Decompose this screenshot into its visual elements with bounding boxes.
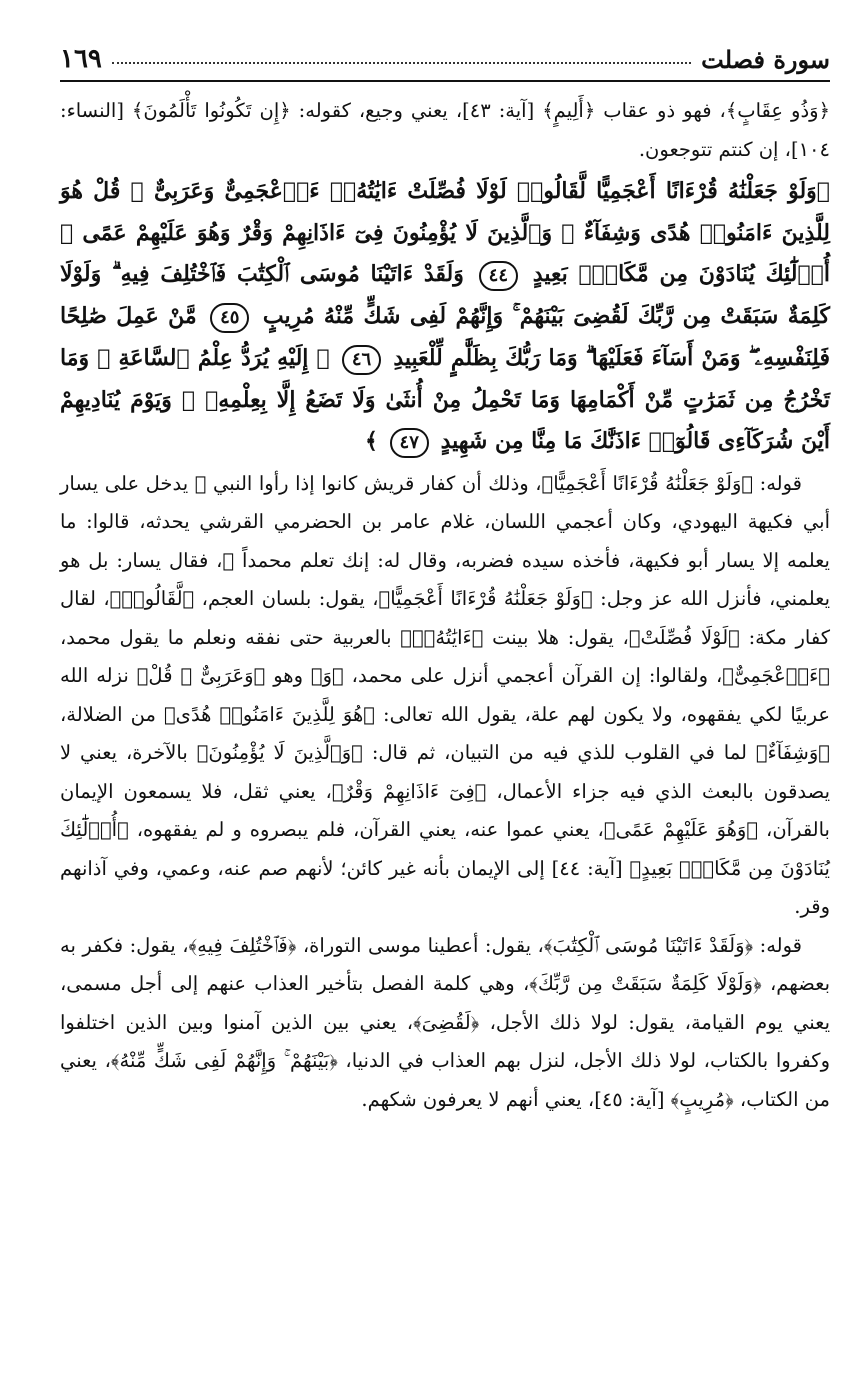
book-page bbox=[60, 30, 830, 1330]
quran-close-bracket: ﴾ bbox=[364, 428, 378, 455]
page-header bbox=[60, 30, 830, 82]
quran-verses-block bbox=[60, 171, 830, 463]
commentary-paragraph-2: قوله: ﴿وَلَقَدْ ءَاتَيْنَا مُوسَى ٱلْكِتَٰبَ﴾، يقول: أعطينا موسى التوراة، ﴿فَٱخْتُلِفَ فِيهِ﴾، يقول: فكفر به بعضهم، ﴿وَلَوْلَا كَلِمَةٌ سَبَقَتْ مِن رَّبِّكَ﴾، وهي كلمة الفصل بتأخير العذاب عنهم إلى أجل مسمى، يعني يوم القيامة، يقول: لولا ذلك الأجل، ﴿لَقُضِىَ﴾، يعني بين الذين آمنوا وبين الذين اختلفوا وكفروا بالكتاب، لولا ذلك الأجل، لنزل بهم العذاب في الدنيا، ﴿بَيْنَهُمْ ۚ وَإِنَّهُمْ لَفِى شَكٍّ مِّنْهُ﴾، يعني من الكتاب، ﴿مُرِيبٍ﴾ [آية: ٤٥]، يعني أنهم لا يعرفون شكهم. bbox=[60, 933, 830, 1111]
verse-44-text: ﴿وَلَوْ جَعَلْنَٰهُ قُرْءَانًا أَعْجَمِيًّا لَّقَالُوا۟ لَوْلَا فُصِّلَتْ ءَايَٰتُهُۥٓ ءَا۬عْجَمِىٌّ وَعَرَبِىٌّ ۗ قُلْ هُوَ لِلَّذِينَ ءَامَنُوا۟ هُدًى وَشِفَآءٌ ۖ وَٱلَّذِينَ لَا يُؤْمِنُونَ فِىٓ ءَاذَانِهِمْ وَقْرٌ وَهُوَ عَلَيْهِمْ عَمًى ۚ أُو۟لَٰٓئِكَ يُنَادَوْنَ مِن مَّكَانٍۭ بَعِيدٍ bbox=[60, 178, 830, 288]
verse-46-text: مَّنْ عَمِلَ صَٰلِحًا فَلِنَفْسِهِۦ ۖ وَمَنْ أَسَآءَ فَعَلَيْهَا ۗ وَمَا رَبُّكَ بِظَلَّٰمٍ لِّلْعَبِيدِ bbox=[60, 303, 830, 371]
header-dots-leader bbox=[112, 61, 691, 64]
ayah-marker-45: ٤٥ bbox=[210, 303, 249, 333]
commentary-paragraph-1: قوله: ﴿وَلَوْ جَعَلْنَٰهُ قُرْءَانًا أَعْجَمِيًّا﴾، وذلك أن كفار قريش كانوا إذا رأوا النبي ﷺ يدخل على يسار أبي فكيهة اليهودي، وكان أعجمي اللسان، غلام عامر بن الحضرمي القرشي يحدثه، قالوا: ما يعلمه إلا يسار أبو فكيهة، فأخذه سيده فضربه، وقال له: إنك تعلم محمداً ﷺ، فقال يسار: بل هو يعلمني، فأنزل الله عز وجل: ﴿وَلَوْ جَعَلْنَٰهُ قُرْءَانًا أَعْجَمِيًّا﴾، يقول: بلسان العجم، ﴿لَّقَالُوا۟﴾، لقال كفار مكة: ﴿لَوْلَا فُصِّلَتْ﴾، يقول: هلا بينت ﴿ءَايَٰتُهُۥٓ﴾ بالعربية حتى نفقه ونعلم ما يقول محمد، ﴿ءَا۬عْجَمِىٌّ﴾، ولقالوا: إن القرآن أعجمي أنزل على محمد، ﴿وَ﴾ وهو ﴿وَعَرَبِىٌّ ۗ قُلْ﴾ نزله الله عربيًا لكي يفقهوه، ولا يكون لهم علة، يقول الله تعالى: ﴿هُوَ لِلَّذِينَ ءَامَنُوا۟ هُدًى﴾ من الضلالة، ﴿وَشِفَآءٌ﴾ لما في القلوب للذي فيه من التبيان، ثم قال: ﴿وَٱلَّذِينَ لَا يُؤْمِنُونَ﴾ بالآخرة، يعني لا يصدقون بالبعث الذي فيه جزاء الأعمال، ﴿فِىٓ ءَاذَانِهِمْ وَقْرٌ﴾، يعني ثقل، فلا يسمعون الإيمان بالقرآن، ﴿وَهُوَ عَلَيْهِمْ عَمًى﴾، يعني عموا عنه، يعني القرآن، فلم يبصروه و لم يفقهوه، ﴿أُو۟لَٰٓئِكَ يُنَادَوْنَ مِن مَّكَانٍۭ بَعِيدٍ﴾ [آية: ٤٤] إلى الإيمان بأنه غير كائن؛ لأنهم صم عنه، وعمي، وفي آذانهم وقر. bbox=[60, 471, 830, 919]
ayah-marker-44: ٤٤ bbox=[479, 261, 518, 291]
surah-title: سورة فصلت bbox=[701, 45, 830, 74]
page-number: ١٦٩ bbox=[60, 44, 102, 74]
page-content bbox=[60, 92, 830, 1119]
ayah-marker-46: ٤٦ bbox=[342, 345, 381, 375]
verse-45-text: وَلَقَدْ ءَاتَيْنَا مُوسَى ٱلْكِتَٰبَ فَٱخْتُلِفَ فِيهِ ۗ وَلَوْلَا كَلِمَةٌ سَبَقَتْ مِن رَّبِّكَ لَقُضِىَ بَيْنَهُمْ ۚ وَإِنَّهُمْ لَفِى شَكٍّ مِّنْهُ مُرِيبٍ bbox=[60, 261, 830, 330]
intro-paragraph: ﴿وَذُو عِقَابٍ﴾، فهو ذو عقاب ﴿أَلِيمٍ﴾ [آية: ٤٣]، يعني وجيع، كقوله: ﴿إِن تَكُونُوا تَأْلَمُونَ﴾ [النساء: ١٠٤]، إن كنتم تتوجعون. bbox=[60, 99, 830, 161]
ayah-marker-47: ٤٧ bbox=[390, 428, 429, 458]
verse-47-text: ۞ إِلَيْهِ يُرَدُّ عِلْمُ ٱلسَّاعَةِ ۚ وَمَا تَخْرُجُ مِن ثَمَرَٰتٍ مِّنْ أَكْمَامِهَا وَمَا تَحْمِلُ مِنْ أُنثَىٰ وَلَا تَضَعُ إِلَّا بِعِلْمِهِۦ ۚ وَيَوْمَ يُنَادِيهِمْ أَيْنَ شُرَكَآءِى قَالُوٓا۟ ءَاذَنَّٰكَ مَا مِنَّا مِن شَهِيدٍ bbox=[60, 344, 830, 455]
